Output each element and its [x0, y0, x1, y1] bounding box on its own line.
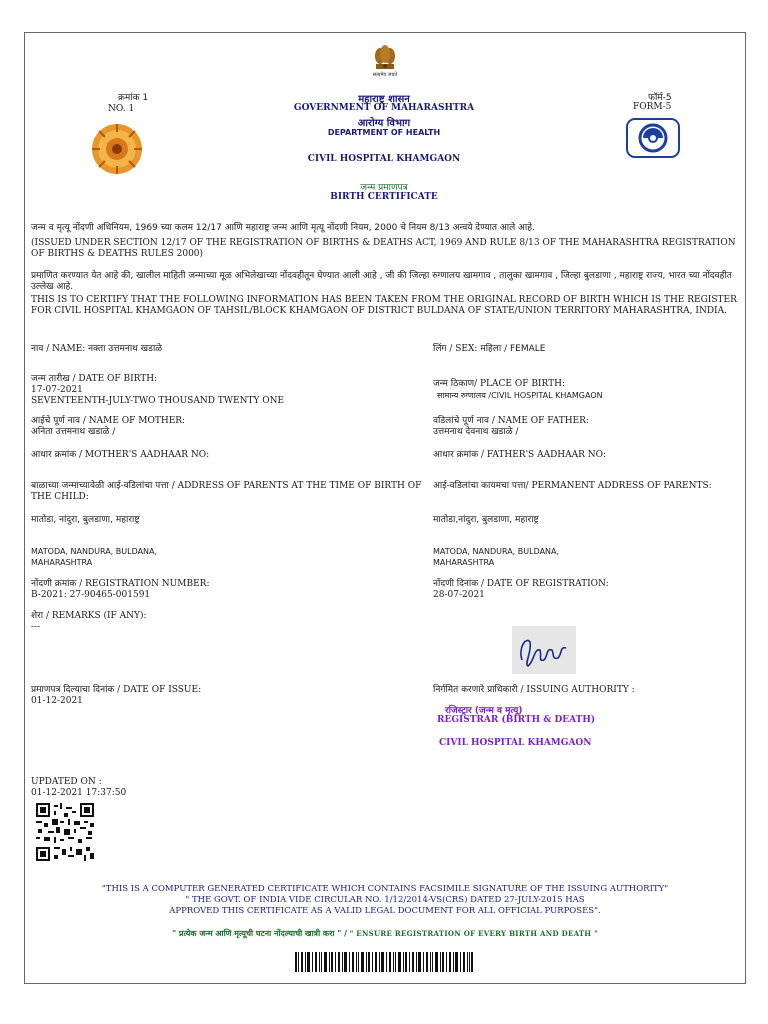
issued-under-mr: जन्म व मृत्यू नोंदणी अधिनियम, 1969 च्या कलम 12/17 आणि महाराष्ट्र जन्म आणि मृत्यू नोंदणी नियम, 2000 चे नियम 8/13 अन्वये देण्यात आले आहे. [31, 223, 535, 233]
addr-perm-en-2: MAHARASHTRA [433, 558, 495, 567]
name-row [31, 344, 162, 355]
sex-value: महिला / FEMALE [480, 344, 546, 354]
gov-title-en: GOVERNMENT OF MAHARASHTRA [293, 103, 475, 113]
updated-value: 01-12-2021 17:37:50 [31, 788, 127, 798]
gov-title-mr: महाराष्ट्र शासन [358, 94, 410, 105]
serial-label-en: NO. 1 [108, 104, 135, 114]
footer-line-3: APPROVED THIS CERTIFICATE AS A VALID LEGAL DOCUMENT FOR ALL OFFICIAL PURPOSES". [169, 906, 601, 916]
father-aadhaar-label: आधार क्रमांक / FATHER'S AADHAAR NO: [433, 450, 607, 460]
addr-perm-en-1: MATODA, NANDURA, BULDANA, [433, 547, 560, 556]
remarks-label: शेरा / REMARKS (IF ANY): [31, 611, 147, 621]
dob-value: 17-07-2021 [31, 385, 83, 395]
slogan-en: " ENSURE REGISTRATION OF EVERY BIRTH AND DEATH " [349, 929, 599, 938]
father-value: उत्तमनाथ देवनाथ खडाळे / [433, 427, 519, 437]
national-emblem [368, 44, 402, 80]
name-label: नाव / NAME: [31, 344, 86, 354]
serial-label-mr: क्रमांक 1 [118, 93, 149, 103]
slogan [24, 928, 746, 939]
cert-title-en: BIRTH CERTIFICATE [330, 192, 438, 202]
reg-date-label: नोंदणी दिनांक / DATE OF REGISTRATION: [433, 579, 609, 589]
reg-date-value: 28-07-2021 [433, 590, 485, 600]
dept-title-en: DEPARTMENT OF HEALTH [327, 128, 441, 137]
registrar-signature [512, 626, 576, 674]
barcode [295, 952, 473, 972]
emblem-motto: सत्यमेव जयते [372, 72, 398, 78]
health-logo [626, 118, 680, 158]
qr-code [36, 803, 94, 861]
authority-hospital: CIVIL HOSPITAL KHAMGAON [439, 738, 592, 748]
mother-value: अनिता उत्तमनाथ खडाळे / [31, 427, 116, 437]
pob-label: जन्म ठिकाण/ PLACE OF BIRTH: [433, 379, 565, 389]
addr-birth-en-2: MAHARASHTRA [31, 558, 93, 567]
reg-no-label: नोंदणी क्रमांक / REGISTRATION NUMBER: [31, 579, 210, 589]
footer-line-1: "THIS IS A COMPUTER GENERATED CERTIFICATE WHICH CONTAINS FACSIMILE SIGNATURE OF THE ISSUING AUTHORITY" [101, 884, 669, 894]
cert-title-mr: जन्म प्रमाणपत्र [360, 183, 408, 193]
hospital-name: CIVIL HOSPITAL KHAMGAON [307, 154, 461, 164]
issued-under-en: (ISSUED UNDER SECTION 12/17 OF THE REGISTRATION OF BIRTHS & DEATHS ACT, 1969 AND RULE 8/13 OF THE MAHARASHTRA REGISTRATION OF BIRTHS & DEATHS RULES 2000) [31, 238, 736, 259]
mother-label: आईचे पूर्ण नाव / NAME OF MOTHER: [31, 416, 186, 426]
father-label: वडिलांचे पूर्ण नाव / NAME OF FATHER: [433, 416, 589, 426]
sex-label: लिंग / SEX: [433, 344, 478, 354]
dept-title-mr: आरोग्य विभाग [357, 118, 411, 129]
dob-label: जन्म तारीख / DATE OF BIRTH: [31, 374, 158, 384]
addr-birth-label: बाळाच्या जन्माच्यावेळी आई-वडिलांचा पत्ता / ADDRESS OF PARENTS AT THE TIME OF BIRTH OF THE CHILD: [31, 481, 422, 502]
certify-mr: प्रमाणित करण्यात येत आहे की, खालील माहिती जन्माच्या मूळ अभिलेखाच्या नोंदवहीतून घेण्यात आली आहे , जी की जिल्हा रुग्णालय खामगाव , तालुका खामगाव , जिल्हा बुलडाणा , महाराष्ट्र राज्य, भारत च्या नोंदवहीत उल्लेख आहे. [31, 271, 732, 292]
remarks-value: --- [31, 622, 41, 632]
dob-words: SEVENTEENTH-JULY-TWO THOUSAND TWENTY ONE [31, 396, 285, 406]
reg-no-value: B-2021: 27-90465-001591 [31, 590, 151, 600]
pob-value: सामान्य रुग्णालय /CIVIL HOSPITAL KHAMGAON [437, 391, 603, 400]
mother-aadhaar-label: आधार क्रमांक / MOTHER'S AADHAAR NO: [31, 450, 210, 460]
addr-perm-mr: मातोडा,नांदुरा, बुलडाणा, महाराष्ट्र [433, 515, 539, 525]
name-value: नक्ता उत्तमनाथ खडाळे [88, 344, 163, 354]
issue-date-value: 01-12-2021 [31, 696, 83, 706]
certify-en: THIS IS TO CERTIFY THAT THE FOLLOWING INFORMATION HAS BEEN TAKEN FROM THE ORIGINAL RECORD OF BIRTH WHICH IS THE REGISTER FOR CIVIL HOSPITAL KHAMGAON OF TAHSIL/BLOCK KHAMGAON OF DISTRICT BULDANA OF STATE/UNION TERRITORY MAHARASHTRA, INDIA. [31, 295, 737, 316]
authority-label: निर्गमित करणारे प्राधिकारी / ISSUING AUTHORITY : [433, 685, 635, 695]
addr-birth-mr: मातोडा, नांदुरा, बुलडाणा, महाराष्ट्र [31, 515, 140, 525]
updated-label: UPDATED ON : [31, 777, 102, 787]
registrar-title-en: REGISTRAR (BIRTH & DEATH) [437, 715, 596, 725]
form-label-en: FORM-5 [633, 102, 672, 112]
form-label-mr: फॉर्म-5 [648, 93, 672, 103]
registrar-title-mr: रजिस्ट्रार (जन्म व मृत्यू) [445, 706, 523, 716]
maharashtra-seal [90, 122, 144, 176]
issue-date-label: प्रमाणपत्र दिल्याचा दिनांक / DATE OF ISSUE: [31, 685, 202, 695]
footer-line-2: " THE GOVT. OF INDIA VIDE CIRCULAR NO. 1/12/2014-VS(CRS) DATED 27-JULY-2015 HAS [185, 895, 585, 905]
slogan-mr: " प्रत्येक जन्म आणि मृत्यूची घटना नोंदल्याची खात्री करा " / [171, 929, 348, 938]
sex-row [433, 344, 545, 355]
addr-perm-label: आई-वडिलांचा कायमचा पत्ता/ PERMANENT ADDRESS OF PARENTS: [433, 481, 712, 491]
addr-birth-en-1: MATODA, NANDURA, BULDANA, [31, 547, 158, 556]
